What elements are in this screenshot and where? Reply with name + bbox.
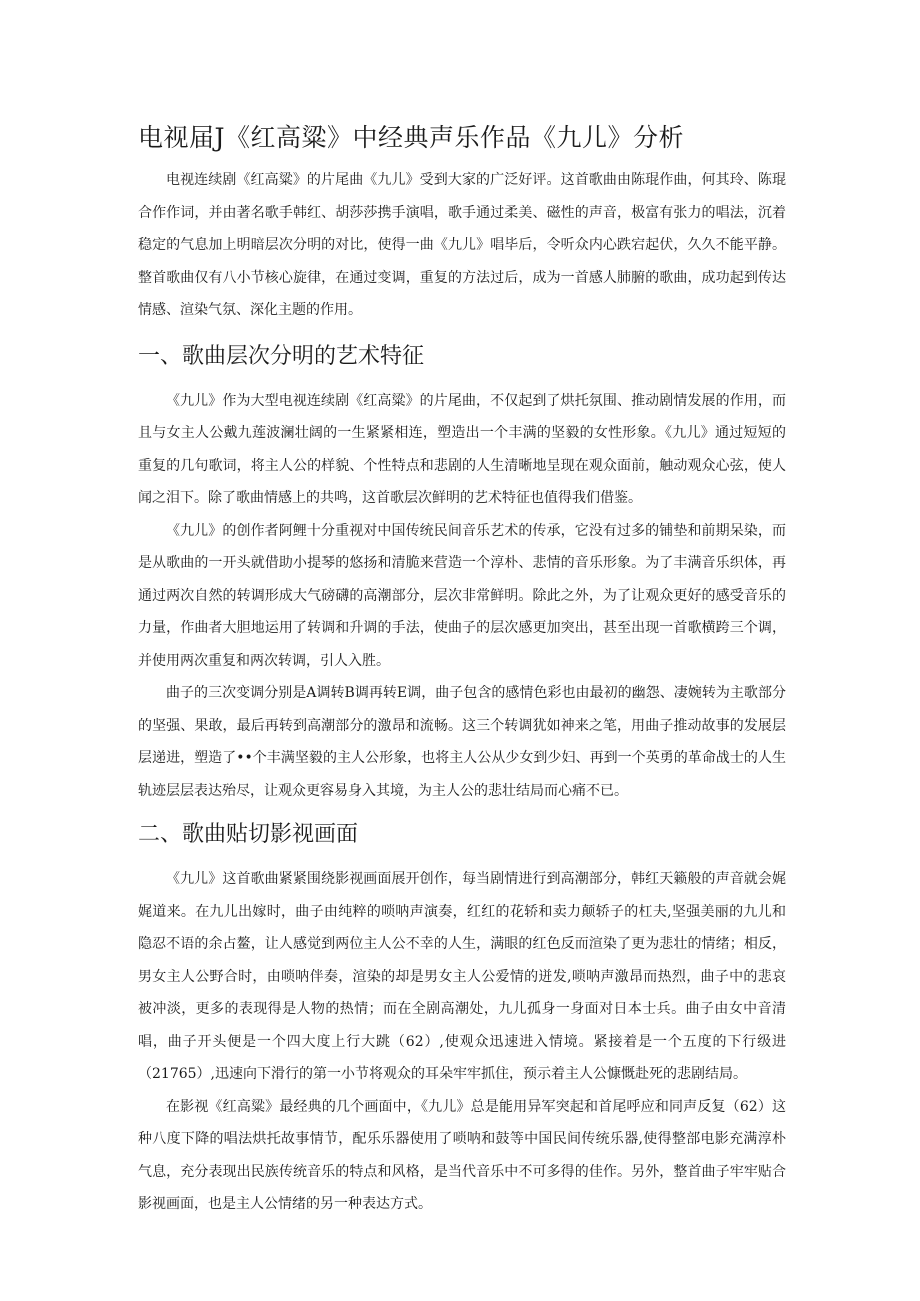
section-2-heading: 二、歌曲贴切影视画面 xyxy=(138,822,359,847)
section-2-paragraph-1: 《九儿》这首歌曲紧紧围绕影视画面展开创作，每当剧情进行到高潮部分，韩红天籁般的声音就会娓娓道来。在九儿出嫁时，曲子由纯粹的唢呐声演奏，红红的花轿和卖力颠轿子的杠夫,坚强美丽的九儿和隐忍不语的余占鳌，让人感觉到两位主人公不幸的人生，满眼的红色反而渲染了更为悲壮的情绪；相反，男女主人公野合时，由唢呐伴奏，渲染的却是男女主人公爱情的迸发,唢呐声激昂而热烈，曲子中的悲哀被冲淡，更多的表现得是人物的热情；而在全剧高潮处，九儿孤身一身面对日本士兵。曲子由女中音清唱，曲子开头便是一个四大度上行大跳（62）,使观众迅速进入情境。紧接着是一个五度的下行级进（21765）,迅速向下滑行的第一小节将观众的耳朵牢牢抓住，预示着主人公慷慨赴死的悲剧结局。 xyxy=(138,871,786,1082)
document-title: 电视届J《红高粱》中经典声乐作品《九儿》分析 xyxy=(138,123,685,152)
section-1-paragraph-3: 曲子的三次变调分别是A调转B调再转E调，曲子包含的感情色彩也由最初的幽怨、凄婉转为主歌部分的坚强、果敢，最后再转到高潮部分的激昂和流畅。这三个转调犹如神来之笔，用曲子推动故事的发展层层递进，塑造了••个丰满坚毅的主人公形象，也将主人公从少女到少妇、再到一个英勇的革命战士的人生轨迹层层表达殆尽，让观众更容易身入其境，为主人公的悲壮结局而心痛不已。 xyxy=(138,685,786,799)
section-1-heading: 一、歌曲层次分明的艺术特征 xyxy=(138,343,425,369)
section-1-paragraph-1: 《九儿》作为大型电视连续剧《红高粱》的片尾曲，不仅起到了烘托氛围、推动剧情发展的作用，而且与女主人公戴九莲波澜壮阔的一生紧紧相连，塑造出一个丰满的坚毅的女性形象。《九儿》通过短短的重复的几句歌词，将主人公的样貌、个性特点和悲剧的人生清晰地呈现在观众面前，触动观众心弦，使人闻之泪下。除了歌曲情感上的共鸣，这首歌层次鲜明的艺术特征也值得我们借鉴。 xyxy=(138,392,786,506)
section-2-paragraph-2: 在影视《红高粱》最经典的几个画面中，《九儿》总是能用异军突起和首尾呼应和同声反复（62）这种八度下降的唱法烘托故事情节，配乐乐器使用了唢呐和鼓等中国民间传统乐器,使得整部电影充满淳朴气息，充分表现出民族传统音乐的特点和风格，是当代音乐中不可多得的佳作。另外，整首曲子牢牢贴合影视画面，也是主人公情绪的另一种表达方式。 xyxy=(138,1098,786,1212)
section-1-paragraph-2: 《九儿》的创作者阿鲤十分重视对中国传统民间音乐艺术的传承，它没有过多的铺垫和前期呆染，而是从歌曲的一开头就借助小提琴的悠扬和清脆来营造一个淳朴、悲情的音乐形象。为了丰满音乐织体，再通过两次自然的转调形成大气磅礴的高潮部分，层次非常鲜明。除此之外，为了让观众更好的感受音乐的力量，作曲者大胆地运用了转调和升调的手法，使曲子的层次感更加突出，甚至出现一首歌横跨三个调，并使用两次重复和两次转调，引人入胜。 xyxy=(138,522,786,669)
intro-paragraph: 电视连续剧《红高粱》的片尾曲《九儿》受到大家的广泛好评。这首歌曲由陈琨作曲，何其玲、陈琨合作作词，并由著名歌手韩红、胡莎莎携手演唱，歌手通过柔美、磁性的声音，极富有张力的唱法，沉着稳定的气息加上明暗层次分明的对比，使得一曲《九儿》唱毕后，令听众内心跌宕起伏，久久不能平静。整首歌曲仅有八小节核心旋律，在通过变调，重复的方法过后，成为一首感人肺腑的歌曲，成功起到传达情感、渲染气氛、深化主题的作用。 xyxy=(138,172,786,318)
document-page xyxy=(138,118,786,1221)
